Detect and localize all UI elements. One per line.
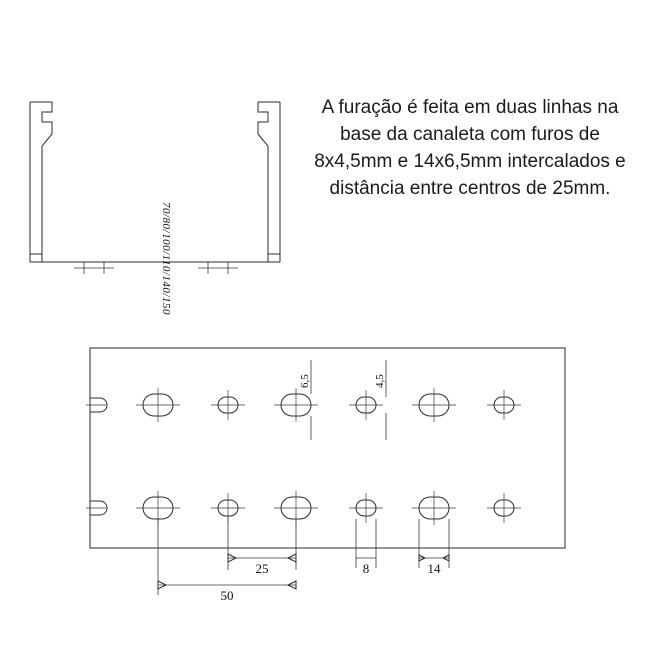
hole-row1: [86, 388, 521, 422]
dim-25: [228, 554, 296, 576]
description-text: A furação é feita em duas linhas na base da canaleta com furos de 8x4,5mm e 14x6,5mm intercalados e distância entre centros de 25mm.: [314, 97, 626, 199]
dim-50: [158, 581, 296, 603]
dim-4-5-label: 4,5: [374, 374, 386, 388]
profile-section: [0, 0, 650, 320]
profile-height-label: 70/80/100/110/140/150: [160, 202, 172, 315]
dim-4-5: [374, 360, 386, 440]
dim-8: [356, 558, 376, 576]
dim-6-5-label: 6,5: [299, 374, 311, 388]
dimension-extension-lines: [158, 516, 449, 595]
plate-outline: [90, 348, 565, 548]
dim-6-5: [299, 360, 311, 440]
hole-row2: [86, 491, 521, 525]
channel-profile-drawing: [12, 90, 312, 315]
hole-pattern-section: [0, 330, 650, 650]
dim-14: [419, 555, 449, 576]
dim-50-label: 50: [220, 588, 234, 603]
dim-14-label: 14: [427, 561, 441, 576]
dim-25-label: 25: [255, 561, 269, 576]
dim-8-label: 8: [362, 561, 370, 576]
